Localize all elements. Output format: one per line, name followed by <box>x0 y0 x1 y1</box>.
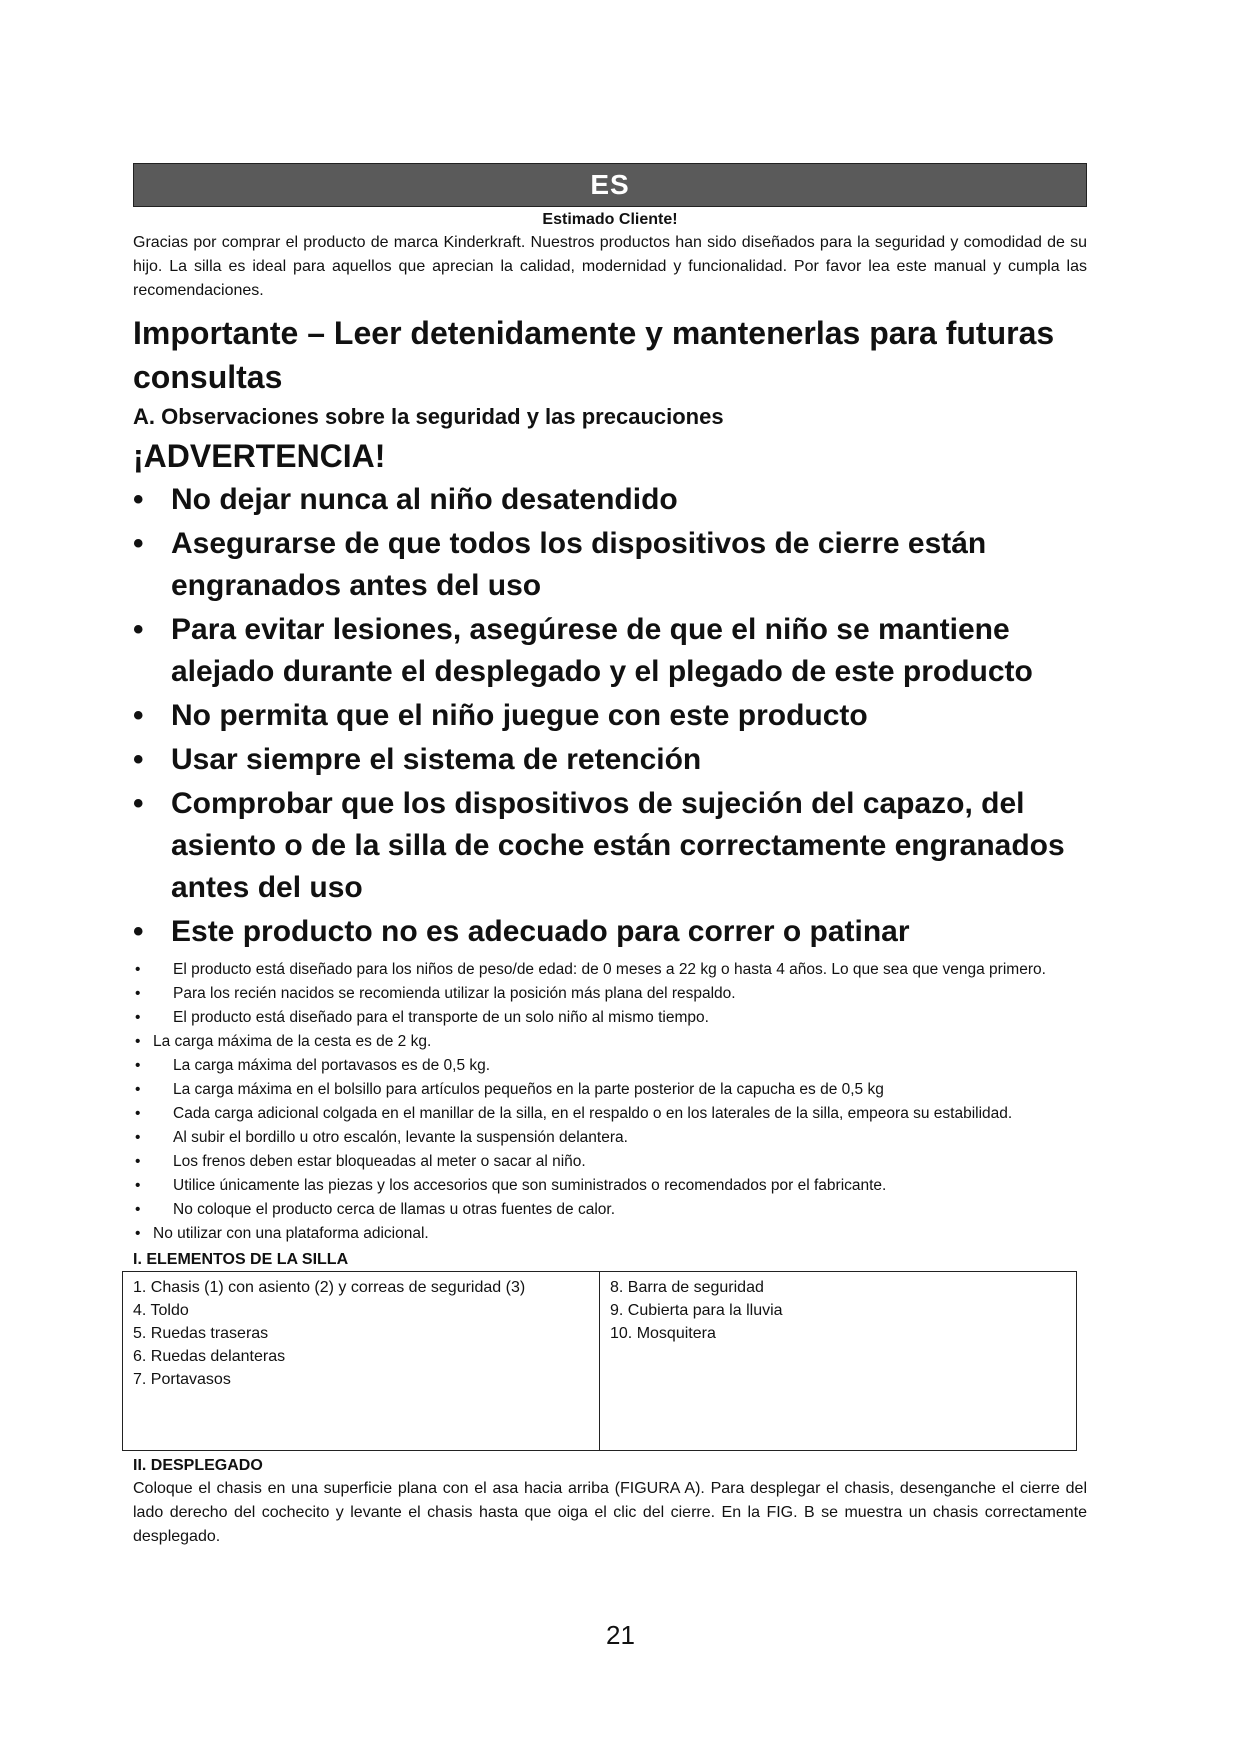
language-header: ES <box>133 163 1087 207</box>
note-item: • El producto está diseñado para los niños de peso/de edad: de 0 meses a 22 kg o hasta 4 años. Lo que sea que venga primero. <box>133 959 1087 981</box>
note-item: • La carga máxima en el bolsillo para artículos pequeños en la parte posterior de la capucha es de 0,5 kg <box>133 1079 1087 1101</box>
element-item: 7. Portavasos <box>133 1371 231 1388</box>
warnings-big-list <box>133 479 1087 953</box>
element-item: 1. Chasis (1) con asiento (2) y correas de seguridad (3) <box>133 1279 526 1296</box>
page-number: 21 <box>606 1620 635 1650</box>
unfolding-paragraph: Coloque el chasis en una superficie plana con el asa hacia arriba (FIGURA A). Para desplegar el chasis, desenganche el cierre del lado derecho del cochecito y levante el chasis hasta que oiga el clic del cierre. En la FIG. B se muestra un chasis correctamente desplegado. <box>133 1480 1087 1545</box>
manual-page <box>133 163 1087 1549</box>
element-item: 5. Ruedas traseras <box>133 1325 269 1342</box>
element-item: 9. Cubierta para la lluvia <box>610 1302 783 1319</box>
note-item: • La carga máxima de la cesta es de 2 kg. <box>133 1031 1087 1053</box>
elements-left-column <box>123 1272 600 1451</box>
warnings-small-list <box>133 959 1087 1245</box>
warning-item: • Comprobar que los dispositivos de sujeción del capazo, del asiento o de la silla de coche están correctamente engranados antes del uso <box>133 783 1087 909</box>
warning-item: • Asegurarse de que todos los dispositivos de cierre están engranados antes del uso <box>133 523 1087 607</box>
warning-title: ¡ADVERTENCIA! <box>133 438 386 474</box>
note-item: • Al subir el bordillo u otro escalón, levante la suspensión delantera. <box>133 1127 1087 1149</box>
note-item: • No utilizar con una plataforma adicional. <box>133 1223 1087 1245</box>
element-item: 8. Barra de seguridad <box>610 1279 764 1296</box>
greeting: Estimado Cliente! <box>542 211 678 228</box>
warning-item: • Este producto no es adecuado para correr o patinar <box>133 911 1087 953</box>
warning-item: • No dejar nunca al niño desatendido <box>133 479 1087 521</box>
note-item: • Para los recién nacidos se recomienda utilizar la posición más plana del respaldo. <box>133 983 1087 1005</box>
note-item: • Utilice únicamente las piezas y los accesorios que son suministrados o recomendados por el fabricante. <box>133 1175 1087 1197</box>
unfolding-title: II. DESPLEGADO <box>133 1457 263 1474</box>
note-item: • Cada carga adicional colgada en el manillar de la silla, en el respaldo o en los laterales de la silla, empeora su estabilidad. <box>133 1103 1087 1125</box>
note-item: • Los frenos deben estar bloqueadas al meter o sacar al niño. <box>133 1151 1087 1173</box>
section-a-title: A. Observaciones sobre la seguridad y las precauciones <box>133 404 724 429</box>
note-item: • El producto está diseñado para el transporte de un solo niño al mismo tiempo. <box>133 1007 1087 1029</box>
element-item: 4. Toldo <box>133 1302 189 1319</box>
element-item: 10. Mosquitera <box>610 1325 716 1342</box>
warning-item: • No permita que el niño juegue con este producto <box>133 695 1087 737</box>
elements-table <box>122 1271 1077 1451</box>
elements-right-column <box>600 1272 1077 1451</box>
warning-item: • Usar siempre el sistema de retención <box>133 739 1087 781</box>
note-item: • No coloque el producto cerca de llamas u otras fuentes de calor. <box>133 1199 1087 1221</box>
element-item: 6. Ruedas delanteras <box>133 1348 286 1365</box>
important-title: Importante – Leer detenidamente y mantenerlas para futuras consultas <box>133 315 1055 395</box>
note-item: • La carga máxima del portavasos es de 0,5 kg. <box>133 1055 1087 1077</box>
elements-title: I. ELEMENTOS DE LA SILLA <box>133 1251 349 1268</box>
intro-paragraph: Gracias por comprar el producto de marca Kinderkraft. Nuestros productos han sido diseñados para la seguridad y comodidad de su hijo. La silla es ideal para aquellos que aprecian la calidad, modernidad y funcionalidad. Por favor lea este manual y cumpla las recomendaciones. <box>133 234 1087 299</box>
warning-item: • Para evitar lesiones, asegúrese de que el niño se mantiene alejado durante el desplegado y el plegado de este producto <box>133 609 1087 693</box>
